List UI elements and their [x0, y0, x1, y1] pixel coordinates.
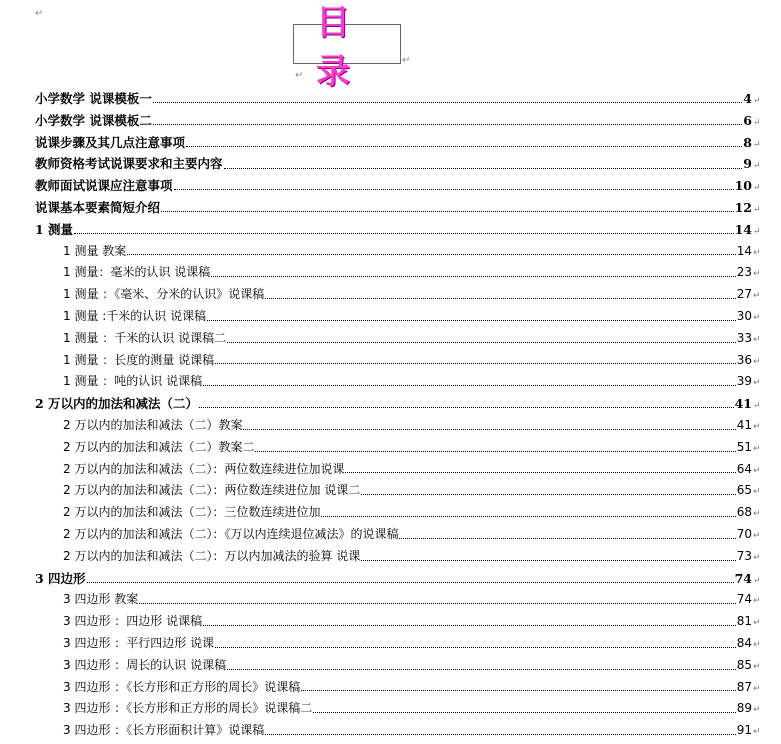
toc-entry[interactable] [35, 262, 761, 284]
toc-page-number: 9 [743, 156, 752, 172]
toc-entry-text: 3 四边形 ：《长方形和正方形的周长》说课稿 [63, 679, 301, 694]
toc-page-number: 33 [736, 330, 752, 345]
toc-entry-text: 3 四边形 ：平行四边形 说课 [63, 635, 215, 650]
toc-leader-dots [139, 592, 735, 604]
toc-entry[interactable] [35, 197, 761, 219]
toc-entry-text: 小学数学 说课模板二 [35, 112, 152, 128]
toc-entry-text: 3 四边形 ：周长的认识 说课稿 [63, 657, 227, 672]
toc-entry[interactable] [35, 110, 761, 132]
toc-leader-dots [207, 309, 736, 321]
toc-leader-dots [227, 331, 736, 343]
paragraph-mark: ↵ [753, 269, 761, 280]
toc-leader-dots [243, 418, 735, 430]
paragraph-mark: ↵ [753, 161, 761, 172]
toc-leader-dots [87, 571, 734, 583]
toc-leader-dots [211, 265, 735, 277]
toc-leader-dots [345, 462, 735, 474]
toc-entry-text: 3 四边形 ：四边形 说课稿 [63, 614, 203, 629]
toc-page-number: 30 [736, 308, 752, 323]
toc-leader-dots [215, 353, 736, 365]
toc-page-number: 36 [736, 352, 752, 367]
toc-leader-dots [161, 200, 734, 212]
toc-entry[interactable] [35, 546, 761, 568]
toc-entry-text: 3 四边形 教案 [63, 592, 139, 607]
toc-page-number: 84 [736, 635, 752, 650]
toc-leader-dots [255, 440, 735, 452]
toc-page-number: 85 [736, 657, 752, 672]
toc-entry[interactable] [35, 720, 761, 742]
toc-page-number: 27 [736, 287, 752, 302]
toc-leader-dots [203, 614, 736, 626]
toc-page-number: 4 [743, 91, 752, 106]
paragraph-mark: ↵ [753, 509, 761, 520]
toc-entry-text: 2 万以内的加法和减法（二）：两位数连续进位加说课 [63, 461, 345, 476]
toc-entry[interactable] [35, 502, 761, 524]
toc-entry-text: 1 测量 :千米的认识 说课稿 [63, 308, 207, 323]
toc-entry[interactable] [35, 568, 761, 590]
paragraph-mark: ↵ [753, 596, 761, 607]
paragraph-mark: ↵ [753, 683, 761, 694]
toc-entry-text: 1 测量 [35, 221, 74, 237]
toc-entry[interactable] [35, 371, 761, 393]
toc-entry-text: 小学数学 说课模板一 [35, 91, 152, 106]
toc-leader-dots [186, 135, 742, 147]
paragraph-mark: ↵ [402, 55, 411, 66]
toc-entry[interactable] [35, 480, 761, 502]
paragraph-mark: ↵ [753, 661, 761, 672]
toc-leader-dots [153, 113, 742, 125]
toc-page-number: 74 [736, 592, 752, 607]
paragraph-mark: ↵ [753, 334, 761, 345]
paragraph-mark: ↵ [753, 618, 761, 629]
toc-page-number: 64 [736, 461, 752, 476]
toc-entry-text: 2 万以内的加法和减法（二）：万以内加减法的验算 说课 [63, 548, 361, 563]
paragraph-mark: ↵ [753, 378, 761, 389]
toc-leader-dots [361, 483, 735, 495]
paragraph-mark: ↵ [753, 117, 761, 128]
toc-entry-text: 2 万以内的加法和减法（二） [35, 396, 199, 412]
toc-page-number: 8 [743, 134, 752, 150]
toc-leader-dots [224, 156, 743, 168]
toc-page-number: 23 [736, 265, 752, 280]
toc-page-number: 91 [736, 723, 752, 738]
toc-page-number: 87 [736, 679, 752, 694]
toc-entry-text: 1 测量 ：长度的测量 说课稿 [63, 352, 215, 367]
paragraph-mark: ↵ [753, 727, 761, 738]
toc-entry-text: 2 万以内的加法和减法（二）：《万以内连续退位减法》的说课稿 [63, 526, 399, 541]
toc-entry[interactable] [35, 633, 761, 655]
toc-entry[interactable] [35, 219, 761, 241]
toc-entry-text: 1 测量 ：千米的认识 说课稿二 [63, 330, 227, 345]
toc-page-number: 68 [736, 505, 752, 520]
paragraph-mark: ↵ [35, 8, 44, 19]
title-box [293, 3, 401, 92]
toc-page-number: 6 [743, 112, 752, 128]
toc-entry-text: 2 万以内的加法和减法（二）教案二 [63, 439, 255, 454]
toc-entry[interactable] [35, 241, 761, 263]
toc-entry[interactable] [35, 175, 761, 197]
toc-leader-dots [227, 658, 736, 670]
toc-entry[interactable] [35, 589, 761, 611]
toc-entry-text: 1 测量 ：《毫米、分米的认识》说课稿 [63, 287, 265, 302]
toc-title: 目 录 [316, 3, 372, 92]
toc-entry[interactable] [35, 393, 761, 415]
toc-entry[interactable] [35, 677, 761, 699]
toc-page-number: 39 [736, 374, 752, 389]
table-of-contents [35, 88, 761, 742]
toc-entry[interactable] [35, 655, 761, 677]
paragraph-mark: ↵ [753, 356, 761, 367]
toc-leader-dots [199, 396, 734, 408]
paragraph-mark: ↵ [753, 204, 761, 215]
toc-leader-dots [203, 374, 736, 386]
toc-page-number: 65 [736, 483, 752, 498]
toc-page-number: 10 [734, 178, 752, 194]
paragraph-mark: ↵ [753, 312, 761, 323]
toc-entry-text: 3 四边形 ：《长方形和正方形的周长》说课稿二 [63, 701, 313, 716]
paragraph-mark: ↵ [753, 421, 761, 432]
toc-leader-dots [361, 549, 735, 561]
toc-page-number: 51 [736, 439, 752, 454]
toc-entry[interactable] [35, 284, 761, 306]
toc-entry[interactable] [35, 153, 761, 175]
toc-entry[interactable] [35, 698, 761, 720]
toc-entry[interactable] [35, 328, 761, 350]
toc-entry[interactable] [35, 306, 761, 328]
toc-entry[interactable] [35, 611, 761, 633]
toc-entry-text: 1 测量：毫米的认识 说课稿 [63, 265, 211, 280]
toc-leader-dots [265, 287, 735, 299]
toc-leader-dots [74, 222, 734, 234]
paragraph-mark: ↵ [295, 70, 304, 81]
toc-page-number: 14 [734, 221, 752, 237]
paragraph-mark: ↵ [753, 639, 761, 650]
toc-leader-dots [321, 505, 735, 517]
toc-page-number: 74 [734, 570, 752, 586]
toc-entry-text: 1 测量 ：吨的认识 说课稿 [63, 374, 203, 389]
paragraph-mark: ↵ [753, 575, 761, 586]
toc-entry[interactable] [35, 437, 761, 459]
paragraph-mark: ↵ [753, 96, 761, 106]
toc-entry-text: 2 万以内的加法和减法（二）：两位数连续进位加 说课二 [63, 483, 361, 498]
toc-leader-dots [127, 244, 735, 256]
toc-page-number: 73 [736, 548, 752, 563]
paragraph-mark: ↵ [753, 401, 761, 412]
toc-leader-dots [153, 91, 742, 103]
paragraph-mark: ↵ [753, 487, 761, 498]
toc-entry[interactable] [35, 459, 761, 481]
toc-page-number: 70 [736, 526, 752, 541]
toc-entry-text: 3 四边形 ：《长方形面积计算》说课稿 [63, 723, 265, 738]
toc-leader-dots [215, 636, 736, 648]
toc-entry-text: 2 万以内的加法和减法（二）：三位数连续进位加 [63, 505, 321, 520]
toc-entry-text: 教师资格考试说课要求和主要内容 [35, 156, 223, 172]
paragraph-mark: ↵ [753, 139, 761, 150]
paragraph-mark: ↵ [753, 465, 761, 476]
toc-page-number: 41 [736, 417, 752, 432]
toc-entry-text: 说课步骤及其几点注意事项 [35, 134, 186, 150]
toc-entry-text: 1 测量 教案 [63, 243, 127, 258]
paragraph-mark: ↵ [753, 443, 761, 454]
toc-entry-text: 教师面试说课应注意事项 [35, 178, 173, 194]
toc-leader-dots [265, 723, 735, 735]
toc-page-number: 12 [734, 199, 752, 215]
toc-entry[interactable] [35, 88, 761, 110]
toc-entry[interactable] [35, 524, 761, 546]
toc-entry-text: 2 万以内的加法和减法（二）教案 [63, 417, 243, 432]
toc-page-number: 81 [736, 614, 752, 629]
paragraph-mark: ↵ [753, 552, 761, 563]
toc-leader-dots [301, 680, 735, 692]
toc-entry[interactable] [35, 415, 761, 437]
toc-leader-dots [313, 701, 735, 713]
paragraph-mark: ↵ [753, 226, 761, 237]
paragraph-mark: ↵ [753, 530, 761, 541]
paragraph-mark: ↵ [753, 183, 761, 194]
toc-page-number: 14 [736, 243, 752, 258]
toc-entry-text: 说课基本要素简短介绍 [35, 199, 161, 215]
paragraph-mark: ↵ [753, 291, 761, 302]
toc-leader-dots [174, 178, 734, 190]
toc-entry-text: 3 四边形 [35, 570, 86, 586]
toc-entry[interactable] [35, 132, 761, 154]
toc-page-number: 89 [736, 701, 752, 716]
toc-leader-dots [399, 527, 735, 539]
toc-entry[interactable] [35, 350, 761, 372]
toc-page-number: 41 [734, 396, 752, 412]
paragraph-mark: ↵ [753, 705, 761, 716]
paragraph-mark: ↵ [753, 247, 761, 258]
